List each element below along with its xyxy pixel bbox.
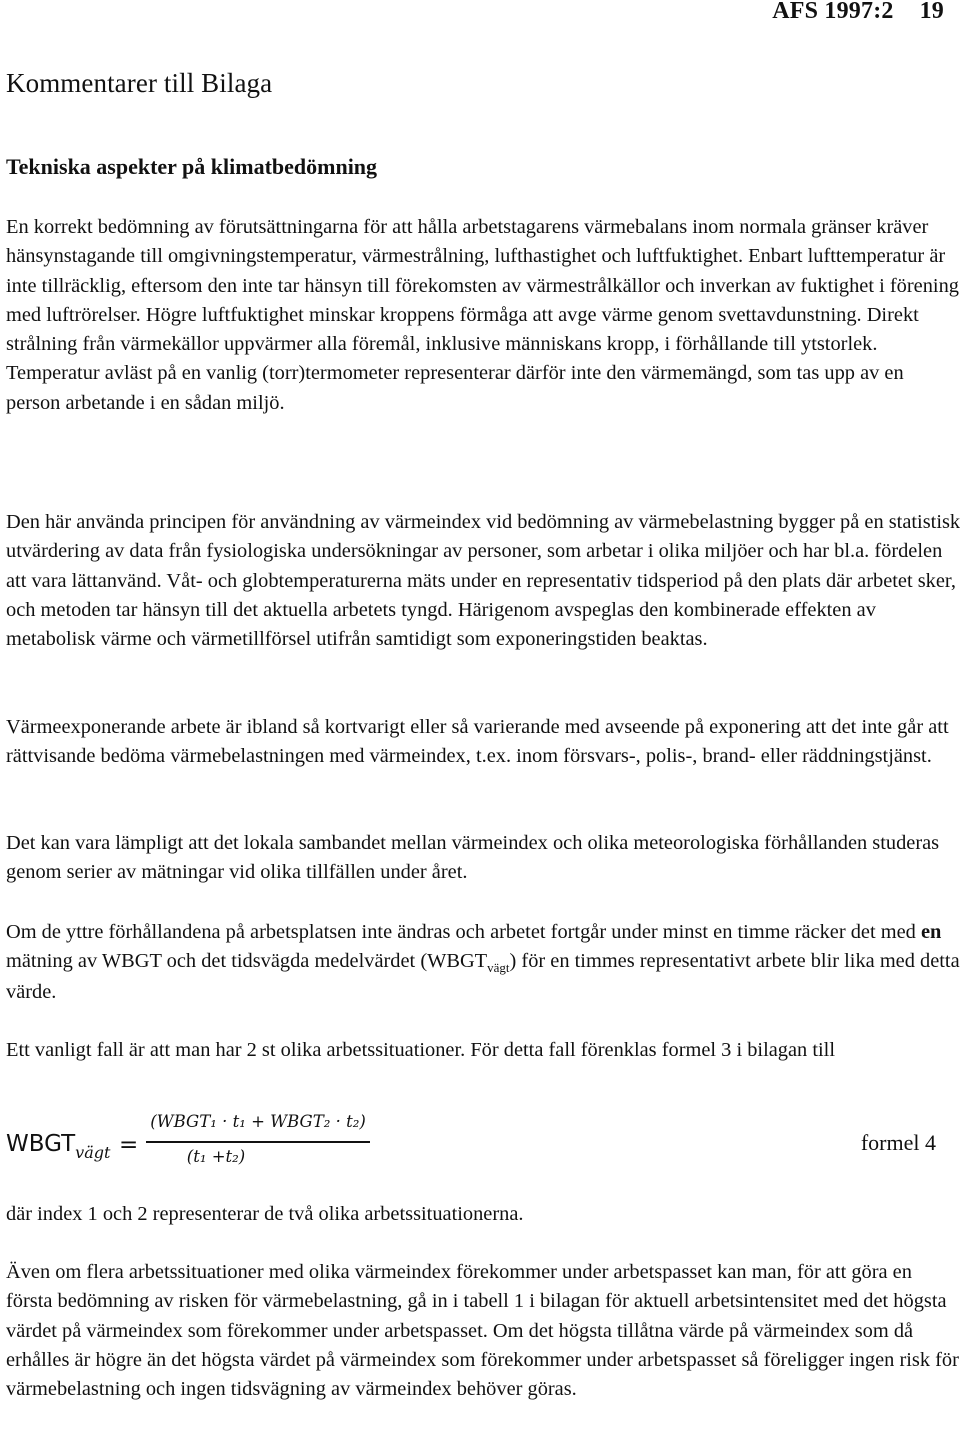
formula-fraction	[146, 1112, 370, 1173]
formula-equals-sign: =	[119, 1132, 139, 1158]
formula-lhs-symbol: WBGT	[6, 1131, 76, 1157]
emphasis-text: en	[920, 921, 942, 943]
page-header	[772, 0, 944, 25]
paragraph-heat-index-principle: Den här använda principen för användning av värmeindex vid bedömning av värmebelastning bygger på en statistisk utvärdering av data från fysiologiska undersökningar av personer, som arbetar i olika miljöer och har bl.a. fördelen att vara lättanvänd. Våt- och globtemperaturerna mäts under en representativ tidsperiod på den plats där arbetet sker, och metoden tar hänsyn till det aktuella arbetets tyngd. Härigenom avspeglas den kombinerade effekten av metabolisk värme och värmetillförsel utifrån samtidigt som exponeringstiden beaktas.	[6, 511, 960, 651]
paragraph-climate-factors: En korrekt bedömning av förutsättningarna för att hålla arbetstagarens värmebalans inom normala gränser kräver hänsynstagande till omgivningstemperatur, värmestrålning, lufthastighet och luftfuktighet. Enbart lufttemperatur är inte tillräcklig, eftersom den inte tar hänsyn till förekomsten av värmestrålkällor och inverkan av fuktighet i förening med luftrörelser. Högre luftfuktighet minskar kroppens förmåga att avge värme genom svettavdunstning. Direkt strålning från värmekällor uppvärmer alla föremål, inklusive människans kropp, i förhållande till ytstorlek. Temperatur avläst på en vanlig (torr)termometer representerar därför inte den värmemängd, som tas upp av en person arbetande i en sådan miljö.	[6, 216, 959, 414]
paragraph-text: mätning av WBGT och det tidsvägda medelvärdet (WBGT	[6, 950, 488, 973]
formula-lhs	[6, 1131, 111, 1162]
fraction-bar	[146, 1141, 370, 1143]
formula-label: formel 4	[860, 1130, 936, 1155]
document-reference: AFS 1997:2	[772, 0, 894, 24]
paragraph-text: Om de yttre förhållandena på arbetsplatsen inte ändras och arbetet fortgår under minst en timme räcker det med	[6, 921, 921, 943]
formula-numerator: (WBGT₁ · t₁ + WBGT₂ · t₂)	[150, 1112, 366, 1131]
paragraph-single-measurement	[6, 918, 960, 1007]
paragraph-index-explanation: där index 1 och 2 representerar de två olika arbetssituationerna.	[6, 1203, 524, 1225]
paragraph-local-relationship: Det kan vara lämpligt att det lokala sambandet mellan värmeindex och olika meteorologiska förhållanden studeras genom serier av mätningar vid olika tillfällen under året.	[6, 832, 940, 884]
paragraph-multiple-situations: Även om flera arbetssituationer med olika värmeindex förekommer under arbetspasset kan man, för att göra en första bedömning av risken för värmebelastning, gå in i tabell 1 i bilagan för aktuell arbetsintensitet med det högsta värdet på värmeindex som förekommer under arbetspasset. Om det högsta tillåtna värde på värmeindex som då erhålles är högre än det högsta värdet på värmeindex som förekommer under arbetspasset så föreligger ingen risk för värmebelastning och ingen tidsvägning av värmeindex behöver göras.	[6, 1261, 959, 1401]
formula-lhs-subscript: vägt	[75, 1143, 111, 1162]
paragraph-two-situations: Ett vanligt fall är att man har 2 st olika arbetssituationer. För detta fall förenklas formel 3 i bilagan till	[6, 1039, 835, 1061]
section-heading: Tekniska aspekter på klimatbedömning	[6, 154, 378, 179]
formula-denominator: (t₁ +t₂)	[186, 1146, 246, 1166]
page-number: 19	[919, 0, 944, 24]
page-title: Kommentarer till Bilaga	[6, 68, 273, 98]
subscript-text: vägt	[487, 960, 510, 976]
paragraph-short-exposure: Värmeexponerande arbete är ibland så kortvarigt eller så varierande med avseende på exponering att det inte går att rättvisande bedöma värmebelastningen med värmeindex, t.ex. inom försvars-, polis-, brand- eller räddningstjänst.	[6, 716, 949, 768]
formula-block	[6, 1110, 936, 1180]
paragraph-text: ) för en timmes representativt arbete blir lika med detta värde.	[6, 950, 960, 1003]
